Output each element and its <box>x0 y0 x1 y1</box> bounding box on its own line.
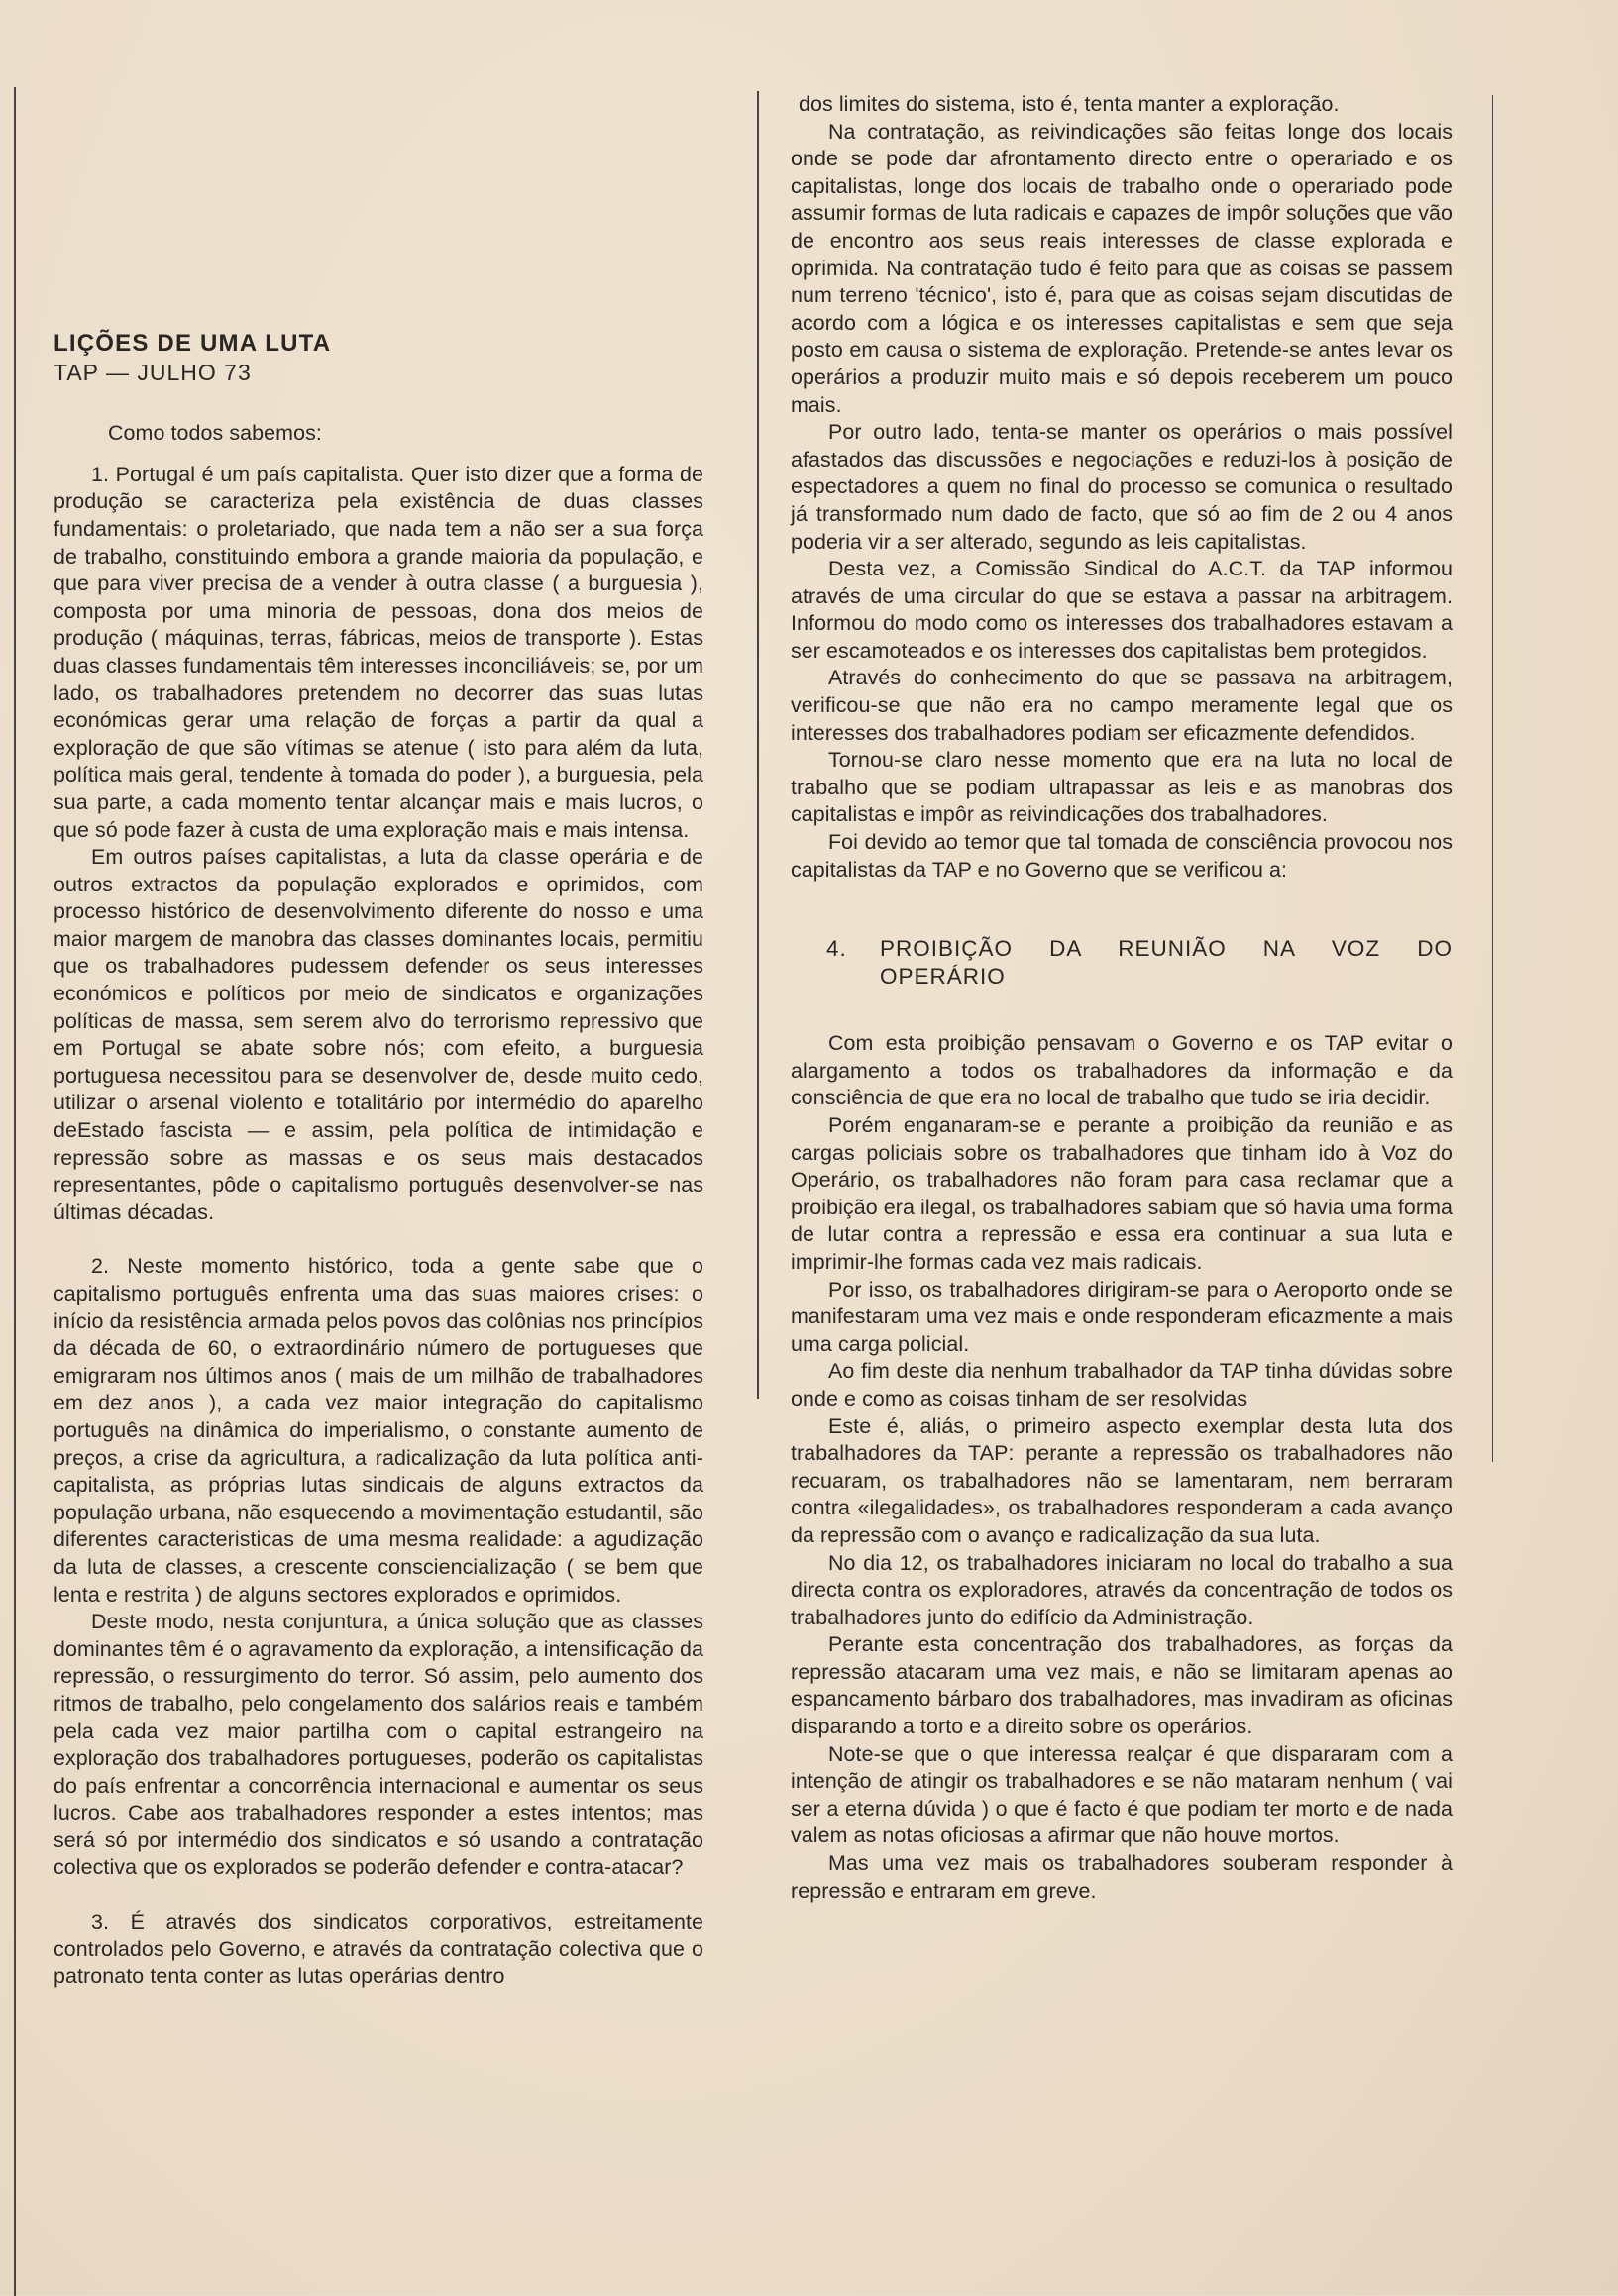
paragraph: Na contratação, as reivindicações são feitas longe dos locais onde se pode dar afrontamento directo entre o operariado e os capitalistas, longe dos locais de trabalho onde o operariado pode assumir formas de luta radicais e capazes de impôr soluções que vão de encontro aos seus reais interesses de classe explorada e oprimida. Na contratação tudo é feito para que as coisas se passem num terreno 'técnico', isto é, para que as coisas sejam discutidas de acordo com a lógica e os interesses capitalistas e sem que seja posto em causa o sistema de exploração. Pretende-se antes levar os operários a produzir muito mais e só depois receberem um pouco mais. <box>791 119 1453 417</box>
paragraph: 3. É através dos sindicatos corporativos, estreitamente controlados pelo Governo, e através da contratação colectiva que o patronato tenta conter as lutas operárias dentro <box>54 1910 703 1989</box>
section-heading-line1: PROIBIÇÃO DA REUNIÃO NA VOZ DO <box>880 936 1453 962</box>
section-heading-line2: OPERÁRIO <box>880 964 1006 990</box>
paragraph: Por isso, os trabalhadores dirigiram-se para o Aeroporto onde se manifestaram uma vez mais e onde responderam eficazmente a mais uma carga policial. <box>791 1277 1453 1356</box>
paragraph: Note-se que o que interessa realçar é que dispararam com a intenção de atingir os trabalhadores e se não mataram nenhum ( vai ser a eterna dúvida ) o que é facto é que podiam ter morto e de nada valem as notas oficiosas a afirmar que não houve mortos. <box>791 1741 1453 1848</box>
paragraph: Através do conhecimento do que se passava na arbitragem, verificou-se que não era no campo meramente legal que os interesses dos trabalhadores podiam ser eficazmente defendidos. <box>791 666 1453 745</box>
column-divider-rule <box>757 91 759 1399</box>
paragraph: 2. Neste momento histórico, toda a gente sabe que o capitalismo português enfrenta uma das suas maiores crises: o início da resistência armada pelos povos das colônias nos princípios da década de 60, o extraordinário número de portugueses que emigraram nos últimos anos ( mais de um milhão de trabalhadores em dez anos ), a cada vez maior integração do capitalismo português na dinâmica do imperialismo, o constante aumento de preços, a crise da agricultura, a radicalização da luta política anti-capitalista, as próprias lutas sindicais de alguns extractos da população urbana, não esquecendo a movimentação estudantil, são diferentes caracteristicas de uma mesma realidade: a agudização da luta de classes, a crescente consciencialização ( se bem que lenta e restrita ) de alguns sectores explorados e oprimidos. <box>54 1254 704 1607</box>
paragraph: Perante esta concentração dos trabalhadores, as forças da repressão atacaram uma vez mais, e não se limitaram apenas ao espancamento bárbaro dos trabalhadores, mas invadiram as oficinas disparando a torto e a direito sobre os operários. <box>791 1632 1453 1739</box>
paragraph: Com esta proibição pensavam o Governo e os TAP evitar o alargamento a todos os trabalhadores da informação e da consciência de que era no local de trabalho que tudo se iria decidir. <box>791 1031 1453 1110</box>
paragraph: Por outro lado, tenta-se manter os operários o mais possível afastados das discussões e negociações e reduzi-los à posição de espectadores a quem no final do processo se comunica o resultado já transformado num dado de facto, que só ao fim de 2 ou 4 anos poderia vir a ser alterado, segundo as leis capitalistas. <box>791 420 1453 554</box>
paragraph: Foi devido ao temor que tal tomada de consciência provocou nos capitalistas da TAP e no Governo que se verificou a: <box>791 830 1453 882</box>
paragraph: Tornou-se claro nesse momento que era na luta no local de trabalho que se podiam ultrapassar as leis e as manobras dos capitalistas e impôr as reivindicações dos trabalhadores. <box>791 748 1453 827</box>
paragraph: Deste modo, nesta conjuntura, a única solução que as classes dominantes têm é o agravamento da exploração, a intensificação da repressão, o ressurgimento do terror. Só assim, pelo aumento dos ritmos de trabalho, pelo congelamento dos salários reais e também pela cada vez maior partilha com o capital estrangeiro na exploração dos trabalhadores portugueses, poderão os capitalistas do país enfrentar a concorrência internacional e aumentar os seus lucros. Cabe aos trabalhadores responder a estes intentos; mas será só por intermédio dos sindicatos e só usando a contratação colectiva que os explorados se poderão defender e contra-atacar? <box>54 1610 703 1880</box>
right-margin-rule <box>1492 95 1493 1462</box>
right-column <box>791 91 1453 1905</box>
section-4-heading <box>791 935 1453 991</box>
left-column <box>54 330 703 1991</box>
paragraph: dos limites do sistema, isto é, tenta manter a exploração. <box>799 92 1340 116</box>
paragraph: Este é, aliás, o primeiro aspecto exemplar desta luta dos trabalhadores da TAP: perante a repressão os trabalhadores não recuaram, os trabalhadores não se lamentaram, nem berraram contra «ilegalidades», os trabalhadores responderam a cada avanço da repressão com o avanço e radicalização da sua luta. <box>791 1413 1453 1547</box>
left-margin-rule <box>14 87 16 2296</box>
paragraph: Ao fim deste dia nenhum trabalhador da TAP tinha dúvidas sobre onde e como as coisas tinham de ser resolvidas <box>791 1359 1453 1410</box>
intro-line: Como todos sabemos: <box>108 421 322 446</box>
article-title: LIÇÕES DE UMA LUTA <box>54 330 332 357</box>
article-subtitle: TAP — JULHO 73 <box>54 359 252 385</box>
paragraph: No dia 12, os trabalhadores iniciaram no local do trabalho a sua directa contra os exploradores, através da concentração de todos os trabalhadores junto do edifício da Administração. <box>791 1550 1453 1629</box>
paragraph: Mas uma vez mais os trabalhadores souberam responder à repressão e entraram em greve. <box>791 1851 1453 1903</box>
paragraph: 1. Portugal é um país capitalista. Quer isto dizer que a forma de produção se caracteriza pela existência de duas classes fundamentais: o proletariado, que nada tem a não ser a sua força de trabalho, constituindo embora a grande maioria da população, e que para viver precisa de a vender à outra classe ( a burguesia ), composta por uma minoria de pessoas, dona dos meios de produção ( máquinas, terras, fábricas, meios de transporte ). Estas duas classes fundamentais têm interesses inconciliáveis; se, por um lado, os trabalhadores pretendem no decorrer das suas lutas económicas gerar uma relação de forças a partir da qual a exploração de que são vítimas se atenue ( isto para além da luta, política mais geral, tendente à tomada do poder ), a burguesia, pela sua parte, a cada momento tentar alcançar mais e mais lucros, o que só pode fazer à custa de uma exploração mais e mais intensa. <box>54 462 703 842</box>
section-number: 4. <box>826 936 847 962</box>
paragraph: Porém enganaram-se e perante a proibição da reunião e as cargas policiais sobre os trabalhadores que tinham ido à Voz do Operário, os trabalhadores não foram para casa reclamar que a proibição era ilegal, os trabalhadores sabiam que só havia uma forma de lutar contra a repressão e essa era continuar a sua luta e imprimir-lhe formas cada vez mais radicais. <box>791 1113 1453 1274</box>
paragraph: Desta vez, a Comissão Sindical do A.C.T. da TAP informou através de uma circular do que se estava a passar na arbitragem. Informou do modo como os interesses dos trabalhadores estavam a ser escamoteados e os interesses dos capitalistas bem protegidos. <box>791 557 1453 663</box>
paragraph: Em outros países capitalistas, a luta da classe operária e de outros extractos da população explorados e oprimidos, com processo histórico de desenvolvimento diferente do nosso e uma maior margem de manobra das classes dominantes locais, permitiu que os trabalhadores pudessem defender os seus interesses económicos e políticos por meio de sindicatos e organizações políticas de massa, sem serem alvo do terrorismo repressivo que em Portugal se abate sobre nós; com efeito, a burguesia portuguesa necessitou para se desenvolver de, desde muito cedo, utilizar o arsenal violento e totalitário por intermédio do aparelho deEstado fascista — e assim, pela política de intimidação e repressão sobre as massas e os seus mais destacados representantes, pôde o capitalismo português desenvolver-se nas últimas décadas. <box>54 845 703 1224</box>
